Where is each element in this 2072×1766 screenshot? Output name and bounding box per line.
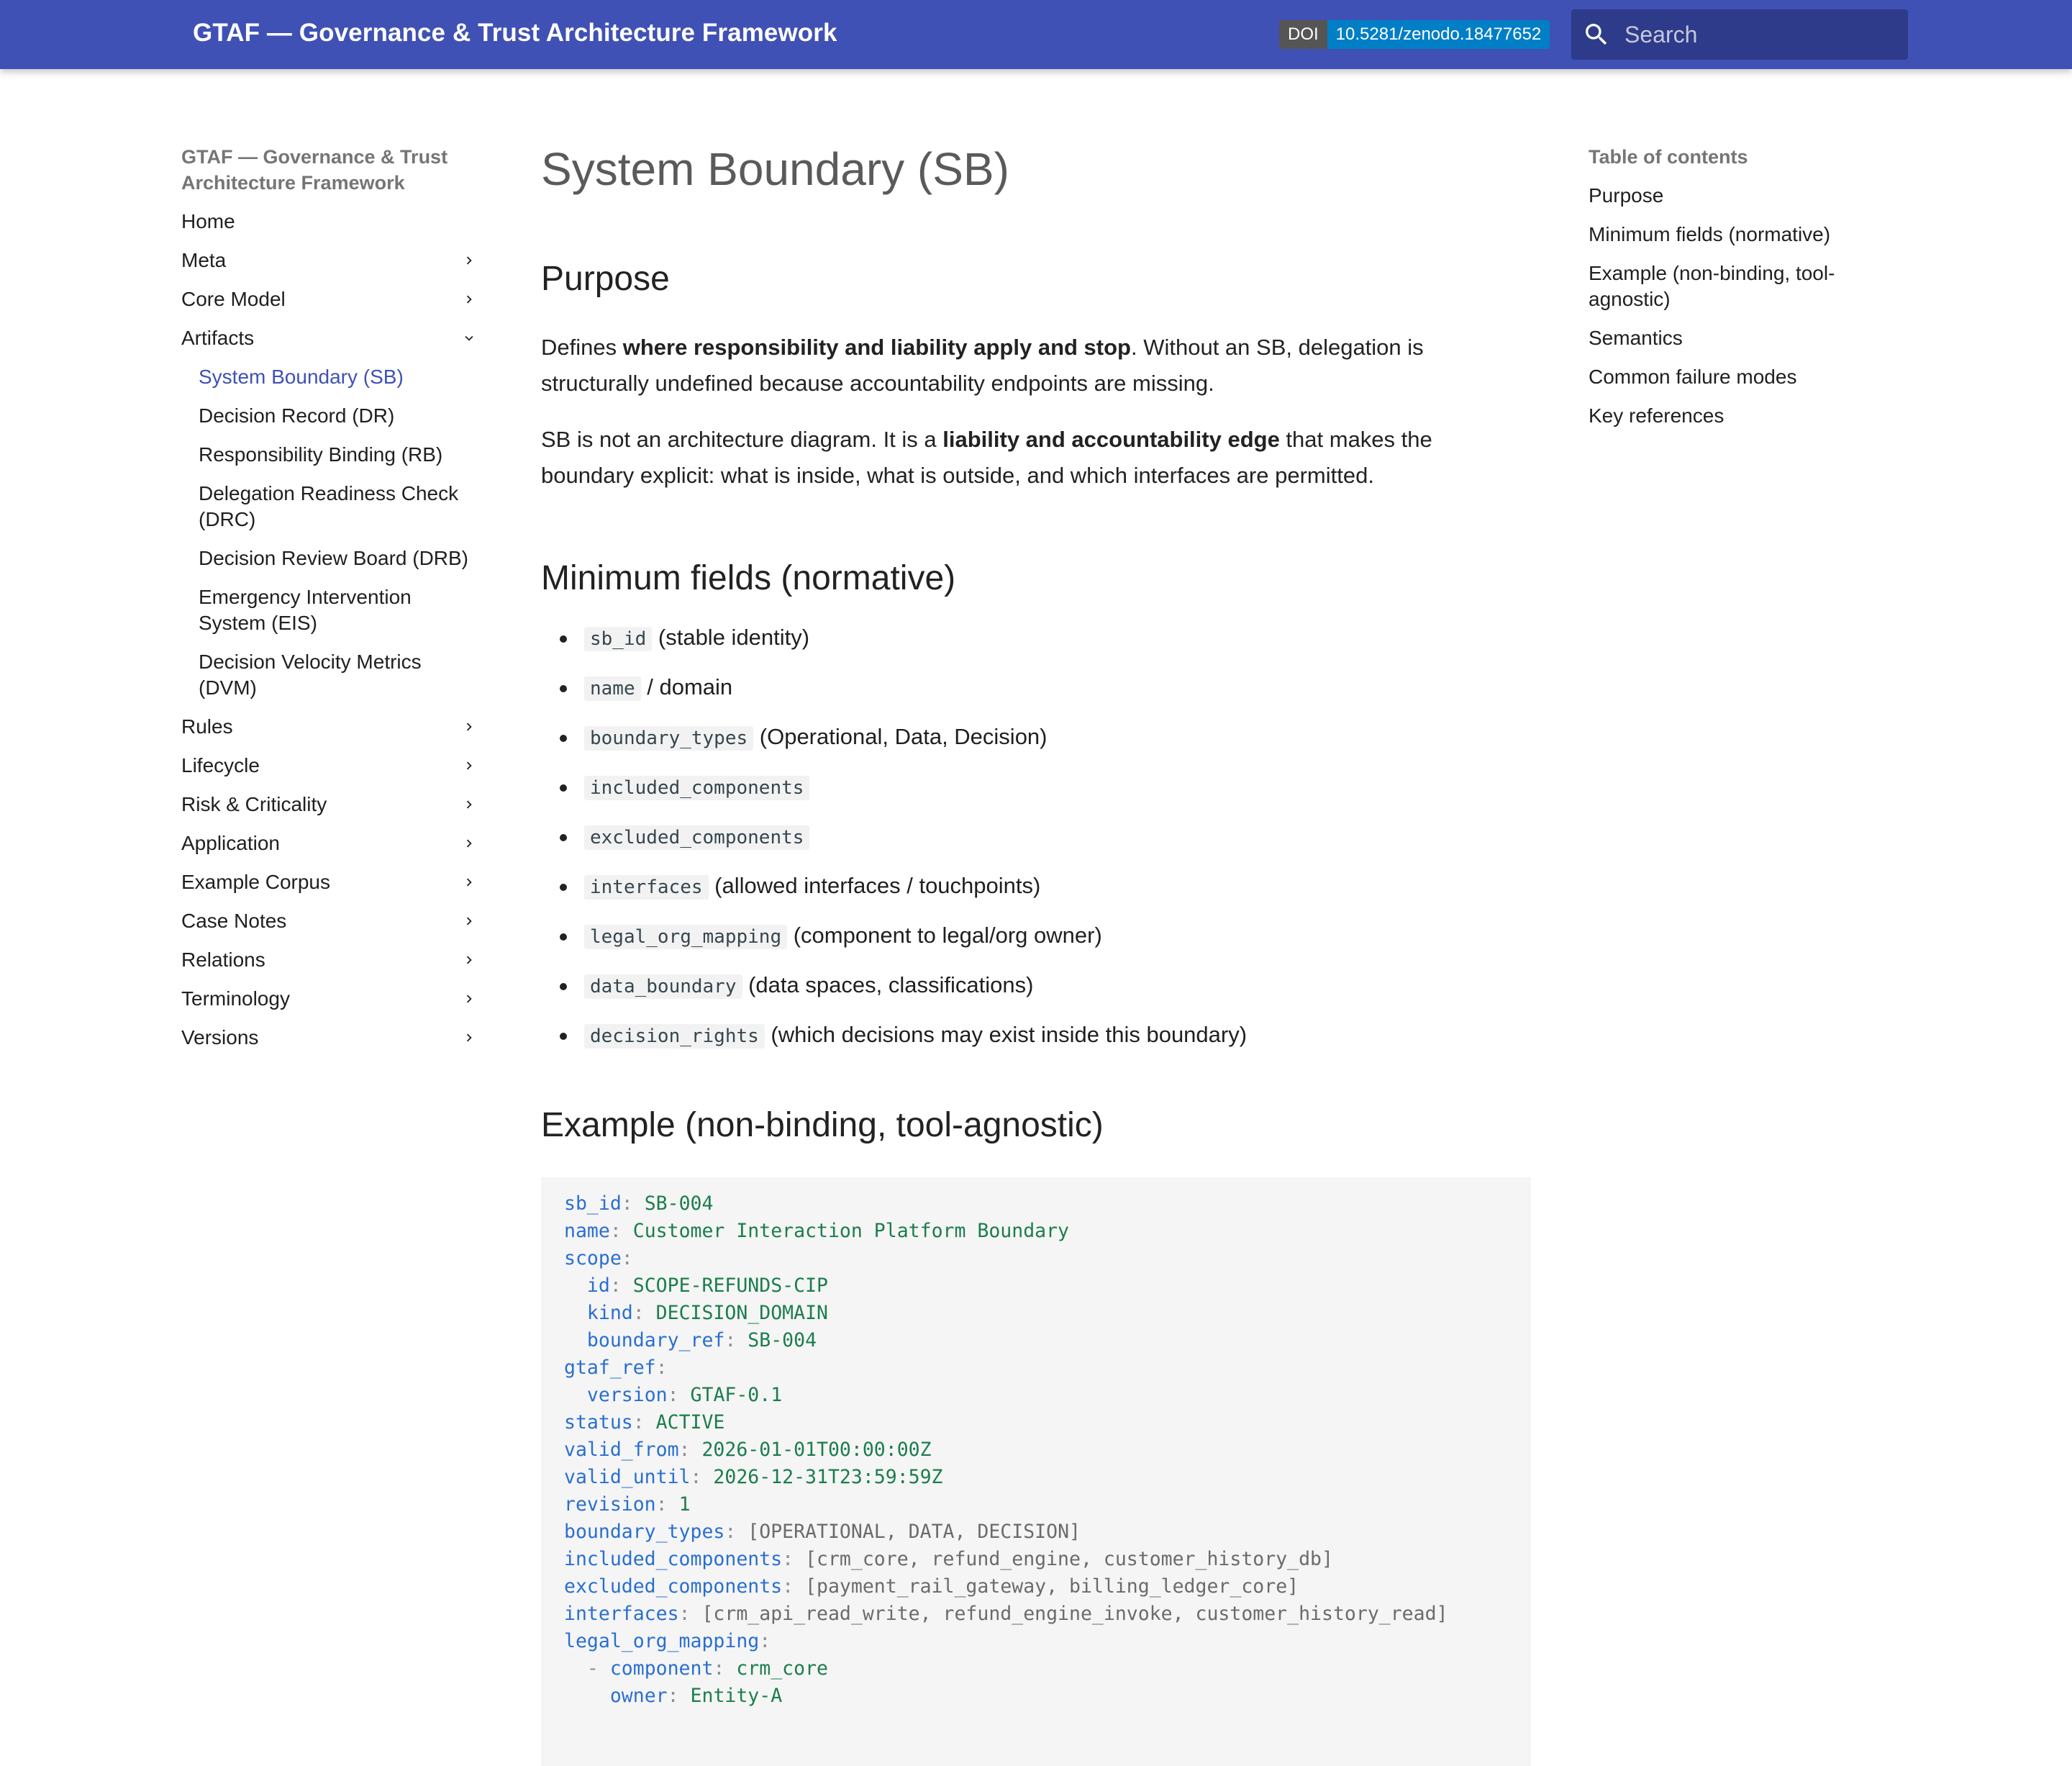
field-description: (component to legal/org owner) — [787, 923, 1102, 948]
code-line: kind: DECISION_DOMAIN — [586, 1302, 828, 1324]
code-key: excluded_components — [564, 1575, 783, 1598]
nav-item-label: Risk & Criticality — [181, 793, 327, 815]
toc-item-semantics[interactable]: Semantics — [1589, 327, 1683, 349]
code-line: version: GTAF-0.1 — [586, 1384, 783, 1406]
code-key: version — [586, 1384, 668, 1406]
code-key: kind — [586, 1302, 633, 1324]
code-value: SB-004 — [748, 1329, 817, 1351]
field-code: name — [584, 676, 641, 701]
chevron-right-icon[interactable] — [455, 753, 483, 779]
nav-item-label: Relations — [181, 948, 265, 971]
nav-item-label: Core Model — [181, 288, 286, 310]
nav-item-label: Responsibility Binding (RB) — [199, 443, 443, 466]
nav-item-label: Application — [181, 832, 280, 854]
nav-item-label: Emergency Intervention System (EIS) — [199, 586, 412, 634]
code-line: boundary_types: [OPERATIONAL, DATA, DECISION] — [564, 1521, 1081, 1543]
code-key: interfaces — [564, 1603, 679, 1625]
field-code: sb_id — [584, 627, 652, 651]
nav-item-system-boundary-sb[interactable] — [181, 358, 483, 397]
chevron-right-icon[interactable] — [455, 908, 483, 934]
nav-item-decision-review-board-drb[interactable] — [181, 540, 483, 579]
code-key: scope — [564, 1247, 622, 1269]
code-value: SCOPE-REFUNDS-CIP — [632, 1274, 828, 1297]
code-line: sb_id: SB-004 — [564, 1192, 714, 1215]
nav-item-versions[interactable] — [181, 1019, 483, 1058]
section-heading-minimum-fields: Minimum fields (normative) — [541, 559, 956, 597]
code-key: sb_id — [564, 1192, 622, 1215]
field-item-decision-rights — [541, 1020, 1531, 1051]
code-value: Customer Interaction Platform Boundary — [632, 1220, 1070, 1242]
chevron-right-icon[interactable] — [455, 792, 483, 818]
code-value: 1 — [678, 1493, 691, 1516]
nav-item-rules[interactable] — [181, 708, 483, 747]
field-description: / domain — [640, 674, 733, 699]
field-item-legal-org-mapping — [541, 921, 1531, 951]
chevron-right-icon[interactable] — [455, 869, 483, 895]
code-line: gtaf_ref: — [564, 1357, 668, 1379]
field-item-data-boundary — [541, 971, 1531, 1001]
nav-item-application[interactable] — [181, 825, 483, 864]
code-line: included_components: [crm_core, refund_engine, customer_history_db] — [564, 1548, 1333, 1570]
nav-item-label: Versions — [181, 1026, 259, 1049]
site-title[interactable]: GTAF — Governance & Trust Architecture Framework — [193, 19, 837, 47]
nav-item-label: Case Notes — [181, 910, 287, 932]
field-code: data_boundary — [584, 974, 742, 999]
nav-item-meta[interactable] — [181, 242, 483, 281]
code-line: revision: 1 — [564, 1493, 691, 1516]
table-of-contents — [1589, 144, 1876, 442]
nav-item-home[interactable] — [181, 203, 483, 242]
code-value: [OPERATIONAL, DATA, DECISION] — [748, 1521, 1081, 1543]
field-code: legal_org_mapping — [584, 925, 787, 949]
toc-item-common-failure-modes[interactable]: Common failure modes — [1589, 366, 1797, 388]
field-item-sb-id — [541, 623, 1531, 653]
code-key: legal_org_mapping — [564, 1630, 760, 1652]
code-value: [crm_core, refund_engine, customer_history_db] — [805, 1548, 1333, 1570]
code-value: crm_core — [736, 1657, 828, 1680]
search-icon — [1571, 9, 1622, 60]
nav-item-responsibility-binding-rb[interactable] — [181, 436, 483, 475]
toc-item-key-references[interactable]: Key references — [1589, 404, 1725, 427]
nav-item-lifecycle[interactable] — [181, 747, 483, 786]
code-line: owner: Entity-A — [609, 1685, 783, 1707]
nav-item-label: Decision Review Board (DRB) — [199, 547, 469, 569]
field-code: interfaces — [584, 875, 709, 900]
field-description: (stable identity) — [652, 625, 810, 650]
code-line: valid_until: 2026-12-31T23:59:59Z — [564, 1466, 943, 1488]
code-key: gtaf_ref — [564, 1357, 656, 1379]
code-value: GTAF-0.1 — [690, 1384, 783, 1406]
field-code: excluded_components — [584, 825, 809, 850]
field-code: included_components — [584, 776, 809, 800]
toc-title: Table of contents — [1589, 146, 1748, 168]
code-value: ACTIVE — [655, 1411, 725, 1434]
code-line: name: Customer Interaction Platform Boundary — [564, 1220, 1070, 1242]
nav-item-artifacts[interactable] — [181, 320, 483, 358]
chevron-down-icon[interactable] — [455, 325, 483, 351]
nav-item-delegation-readiness-check-drc[interactable] — [181, 475, 483, 540]
code-value: SB-004 — [644, 1192, 714, 1215]
field-description: (Operational, Data, Decision) — [753, 724, 1048, 749]
nav-item-emergency-intervention-system-eis[interactable] — [181, 579, 483, 643]
code-line: id: SCOPE-REFUNDS-CIP — [586, 1274, 828, 1297]
purpose-paragraph-2: SB is not an architecture diagram. It is a liability and accountability edge that makes the boundary explicit: what is inside, what is outside, and which interfaces are permitted. — [541, 427, 1432, 488]
doi-badge[interactable] — [1279, 20, 1550, 49]
code-value: [crm_api_read_write, refund_engine_invoke, customer_history_read] — [701, 1603, 1448, 1625]
nav-item-core-model[interactable] — [181, 281, 483, 320]
code-key: boundary_types — [564, 1521, 725, 1543]
nav-item-relations[interactable] — [181, 941, 483, 980]
nav-item-label: Artifacts — [181, 327, 255, 349]
code-line: - component: crm_core — [564, 1657, 828, 1680]
toc-item-example-non-binding-tool-agnostic[interactable]: Example (non-binding, tool-agnostic) — [1589, 262, 1835, 310]
code-key: boundary_ref — [586, 1329, 725, 1351]
nav-item-label: Home — [181, 210, 235, 232]
chevron-right-icon[interactable] — [455, 947, 483, 973]
nav-item-label: Example Corpus — [181, 871, 330, 893]
purpose-paragraph-1: Defines where responsibility and liability apply and stop. Without an SB, delegation is structurally undefined because accountability endpoints are missing. — [541, 335, 1424, 396]
nav-item-label: Decision Record (DR) — [199, 404, 395, 427]
field-item-included-components — [541, 772, 1531, 802]
toc-item-purpose[interactable]: Purpose — [1589, 184, 1664, 207]
nav-item-label: Meta — [181, 249, 227, 271]
code-key: name — [564, 1220, 610, 1242]
code-line: status: ACTIVE — [564, 1411, 725, 1434]
nav-item-label: System Boundary (SB) — [199, 366, 404, 388]
code-key: revision — [564, 1493, 656, 1516]
chevron-right-icon[interactable] — [455, 830, 483, 856]
top-header — [0, 0, 2072, 69]
field-code: boundary_types — [584, 726, 753, 751]
doi-badge-label: DOI — [1279, 20, 1327, 49]
field-item-name — [541, 673, 1531, 703]
code-value: 2026-12-31T23:59:59Z — [713, 1466, 943, 1488]
code-key: status — [564, 1411, 633, 1434]
code-line: boundary_ref: SB-004 — [586, 1329, 817, 1351]
nav-item-label: Rules — [181, 715, 233, 738]
chevron-right-icon[interactable] — [455, 986, 483, 1012]
nav-title: GTAF — Governance & Trust Architecture Framework — [181, 146, 448, 194]
code-value: [payment_rail_gateway, billing_ledger_core] — [805, 1575, 1299, 1598]
nav-item-label: Decision Velocity Metrics (DVM) — [199, 651, 422, 699]
code-line: scope: — [564, 1247, 633, 1269]
nav-item-risk-criticality[interactable] — [181, 786, 483, 825]
page-title: System Boundary (SB) — [541, 143, 1009, 195]
nav-item-terminology[interactable] — [181, 980, 483, 1019]
chevron-right-icon[interactable] — [455, 286, 483, 312]
nav-item-label: Lifecycle — [181, 754, 260, 776]
nav-item-label: Delegation Readiness Check (DRC) — [199, 482, 459, 530]
code-key: id — [586, 1274, 610, 1297]
fields-list — [541, 623, 1531, 1051]
chevron-right-icon[interactable] — [455, 1025, 483, 1051]
search-input[interactable] — [1622, 22, 1884, 48]
code-line: interfaces: [crm_api_read_write, refund_engine_invoke, customer_history_read] — [564, 1603, 1448, 1625]
code-line: valid_from: 2026-01-01T00:00:00Z — [564, 1439, 932, 1461]
field-description: (data spaces, classifications) — [742, 972, 1034, 997]
code-line: legal_org_mapping: — [564, 1630, 771, 1652]
search-box[interactable] — [1571, 9, 1908, 60]
nav-item-example-corpus[interactable] — [181, 864, 483, 902]
primary-nav — [181, 144, 483, 1058]
chevron-right-icon[interactable] — [455, 248, 483, 273]
nav-item-decision-record-dr[interactable] — [181, 397, 483, 436]
nav-item-decision-velocity-metrics-dvm[interactable] — [181, 643, 483, 708]
code-key: valid_until — [564, 1466, 691, 1488]
field-description: (which decisions may exist inside this boundary) — [764, 1022, 1248, 1047]
code-value: 2026-01-01T00:00:00Z — [701, 1439, 932, 1461]
section-heading-example: Example (non-binding, tool-agnostic) — [541, 1106, 1104, 1144]
field-item-boundary-types — [541, 723, 1531, 753]
nav-item-case-notes[interactable] — [181, 902, 483, 941]
code-key: included_components — [564, 1548, 783, 1570]
section-heading-purpose: Purpose — [541, 260, 670, 298]
doi-badge-value: 10.5281/zenodo.18477652 — [1327, 20, 1550, 49]
field-description: (allowed interfaces / touchpoints) — [708, 873, 1041, 898]
example-code-block[interactable] — [541, 1177, 1531, 1766]
nav-item-label: Terminology — [181, 987, 290, 1010]
chevron-right-icon[interactable] — [455, 714, 483, 740]
field-item-excluded-components — [541, 822, 1531, 852]
code-key: owner — [609, 1685, 668, 1707]
toc-item-minimum-fields-normative[interactable]: Minimum fields (normative) — [1589, 223, 1831, 245]
code-key: valid_from — [564, 1439, 679, 1461]
code-value: DECISION_DOMAIN — [655, 1302, 828, 1324]
main-content — [541, 137, 1531, 1766]
code-value: Entity-A — [690, 1685, 783, 1707]
code-key: component — [609, 1657, 714, 1680]
code-line: excluded_components: [payment_rail_gateway, billing_ledger_core] — [564, 1575, 1299, 1598]
field-item-interfaces — [541, 871, 1531, 902]
field-code: decision_rights — [584, 1024, 765, 1049]
